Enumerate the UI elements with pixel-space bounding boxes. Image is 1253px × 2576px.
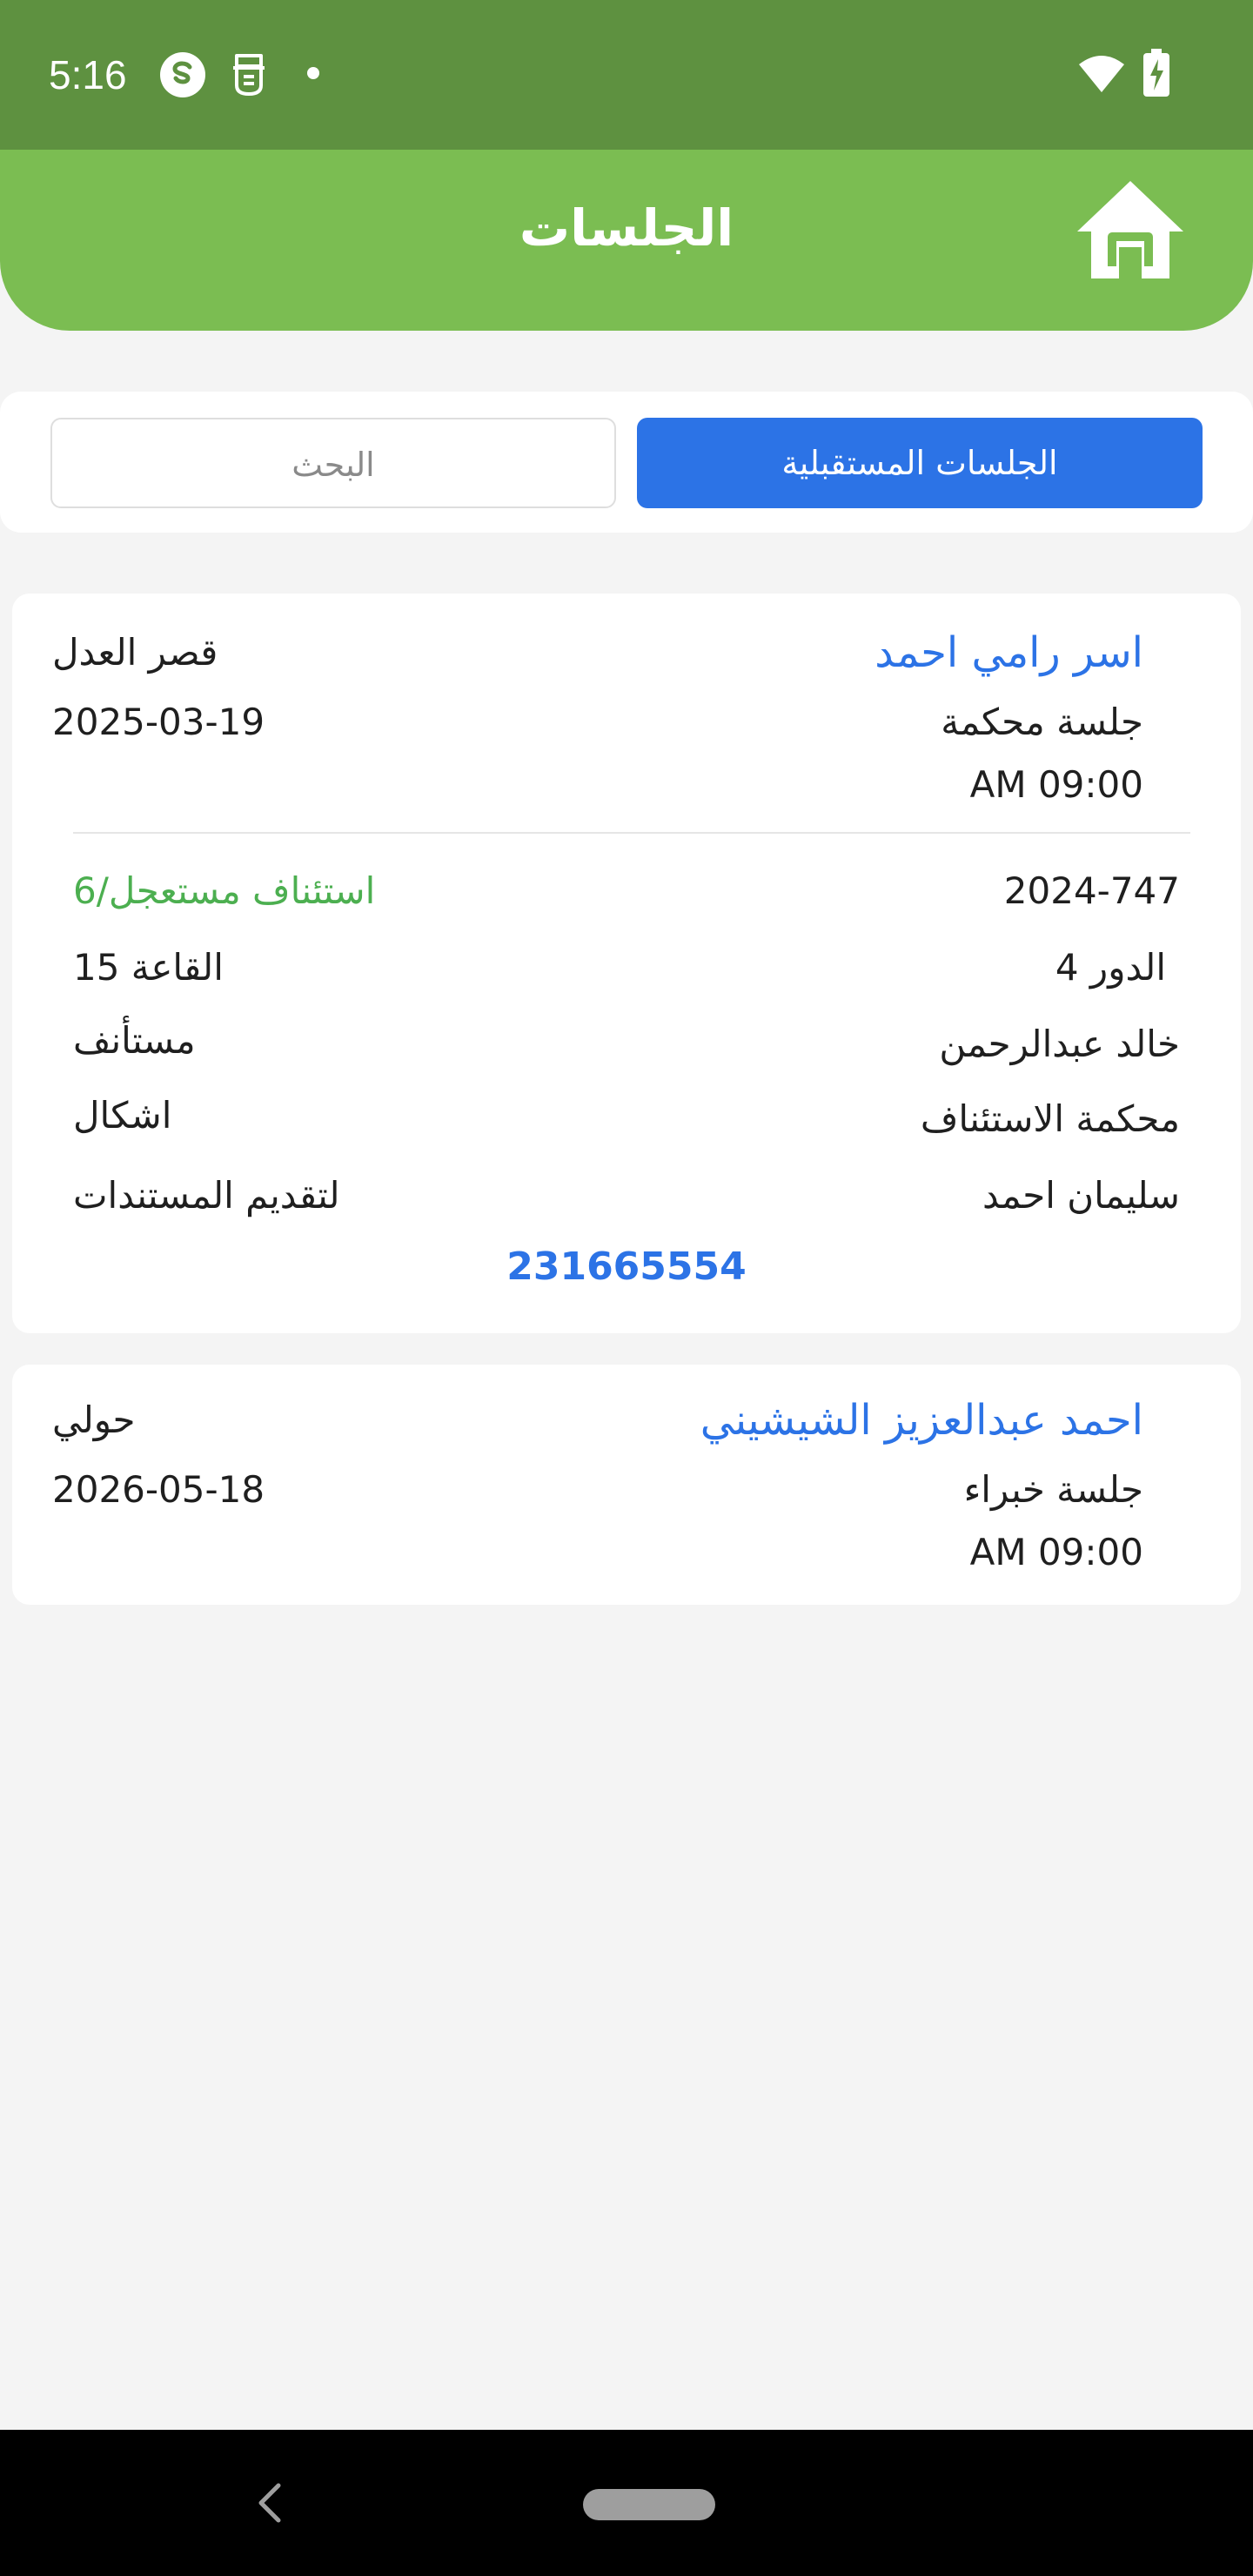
tab-search[interactable]: البحث [50,418,616,508]
session-time: AM 09:00 [969,1531,1143,1573]
home-pill-button[interactable] [583,2489,715,2520]
session-location: قصر العدل [52,631,218,674]
session-type: جلسة محكمة [941,701,1143,743]
hall: القاعة 15 [73,946,224,989]
status-bar [0,0,1253,150]
session-date: 2026-05-18 [52,1468,265,1511]
session-date: 2025-03-19 [52,701,265,743]
dot-icon [306,66,320,80]
client-name-link[interactable]: اسر رامي احمد [874,628,1143,677]
session-card[interactable] [12,594,1241,1333]
status-time: 5:16 [49,52,127,97]
notification-app-icon [230,50,268,99]
case-number: 2024-747 [1003,869,1180,912]
battery-charging-icon [1142,49,1171,97]
session-purpose: لتقديم المستندات [73,1174,340,1217]
skype-icon [158,50,207,99]
session-type: جلسة خبراء [963,1468,1143,1511]
session-location: حولي [52,1399,136,1441]
court-name: محكمة الاستئناف [920,1097,1180,1140]
app-header [0,150,1253,331]
lawyer-name: سليمان احمد [982,1174,1180,1217]
client-name-link[interactable]: احمد عبدالعزيز الشيشيني [700,1396,1143,1445]
home-icon[interactable] [1074,176,1187,289]
session-card[interactable] [12,1365,1241,1605]
wifi-icon [1077,54,1126,94]
system-nav-bar [0,2430,1253,2576]
session-time: AM 09:00 [969,763,1143,806]
case-type: استئناف مستعجل/6 [73,869,376,912]
session-status: اشكال [73,1094,172,1137]
tab-panel [0,392,1253,533]
opponent-name: خالد عبدالرحمن [939,1023,1180,1065]
party-role: مستأنف [73,1019,196,1062]
back-icon[interactable] [252,2479,287,2527]
phone-number-link[interactable]: 231665554 [506,1244,747,1289]
card-divider [73,832,1190,834]
page-title: الجلسات [519,198,734,258]
tab-upcoming-sessions[interactable]: الجلسات المستقبلية [637,418,1203,508]
floor: الدور 4 [1055,946,1166,989]
